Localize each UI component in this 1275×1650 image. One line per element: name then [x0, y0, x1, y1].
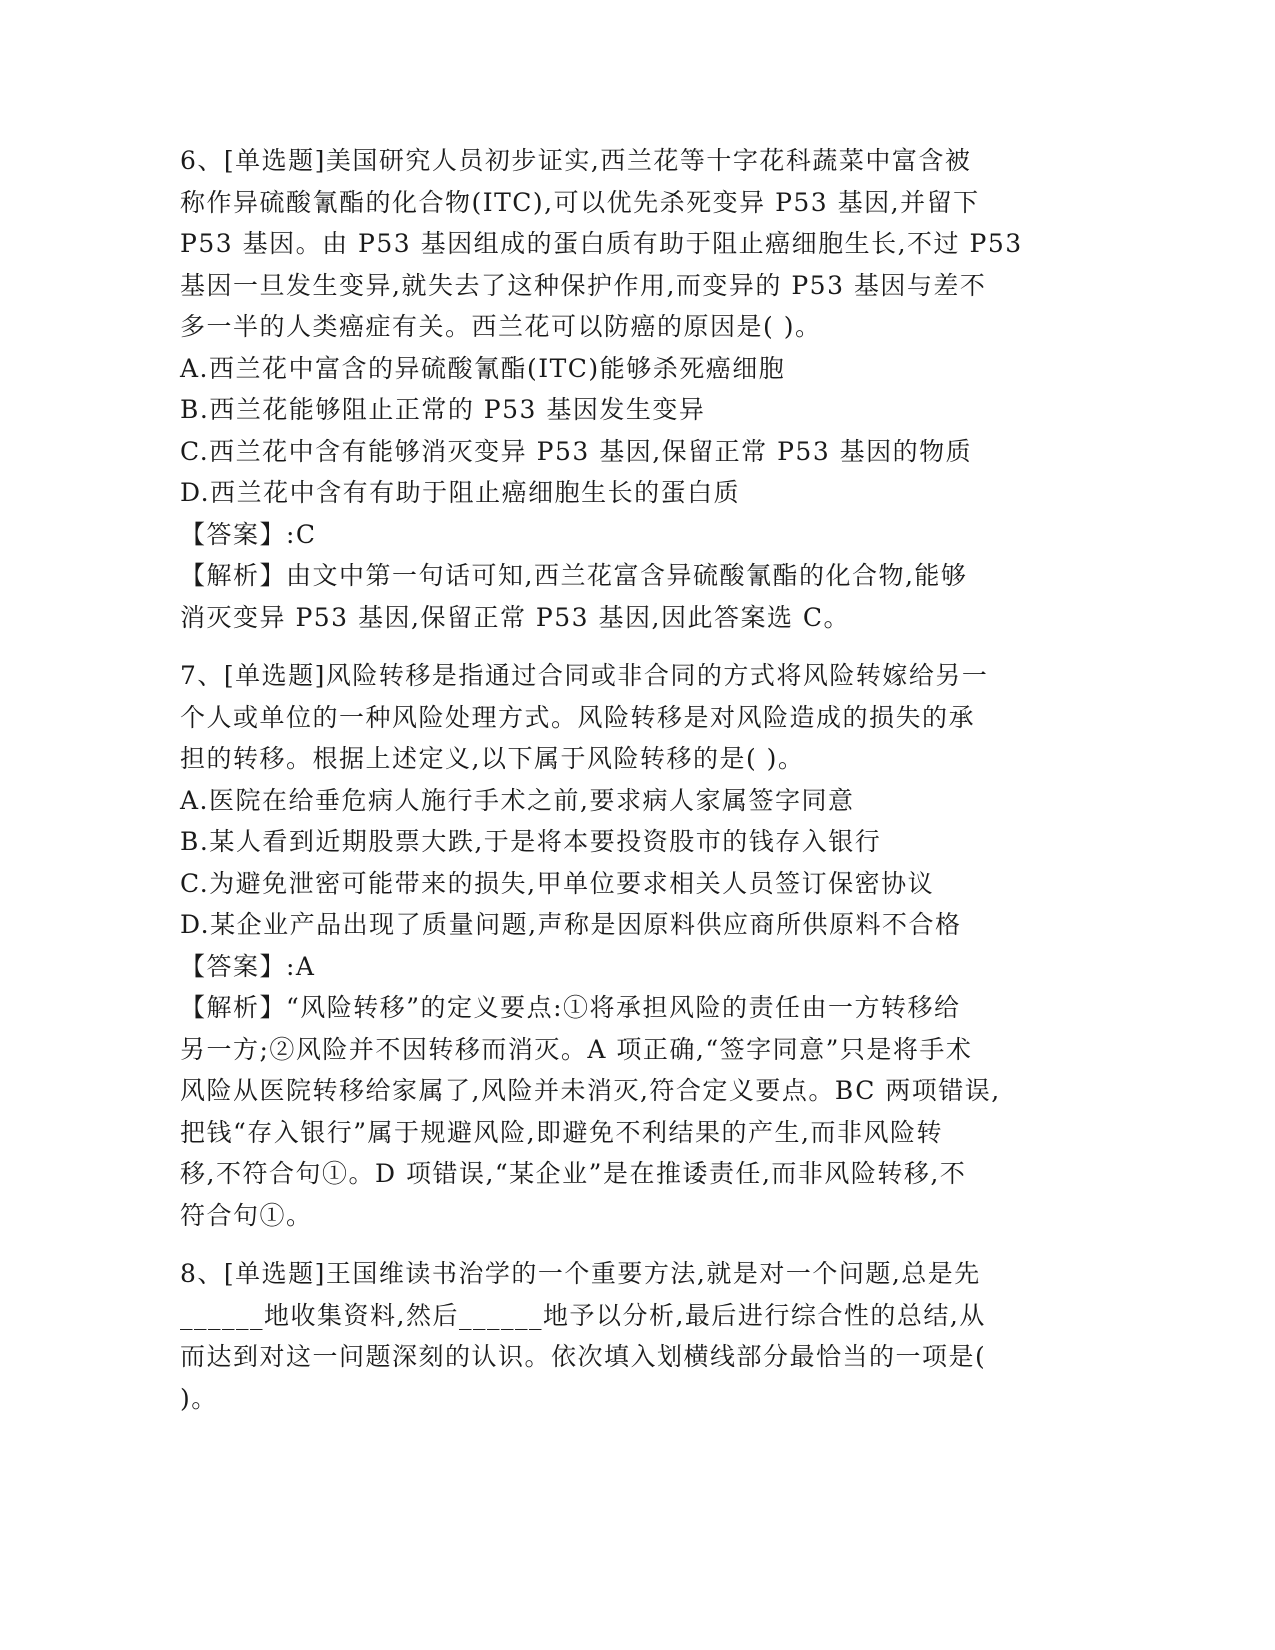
question-6-stem-line-4: 基因一旦发生变异,就失去了这种保护作用,而变异的 P53 基因与差不: [180, 270, 987, 300]
question-7-analysis-line-4: 把钱“存入银行”属于规避风险,即避免不利结果的产生,而非风险转: [180, 1117, 943, 1147]
question-6-stem-line-5: 多一半的人类癌症有关。西兰花可以防癌的原因是( )。: [180, 312, 822, 341]
question-7-analysis-line-3: 风险从医院转移给家属了,风险并未消灭,符合定义要点。BC 两项错误,: [180, 1076, 1001, 1105]
question-6-answer: 【答案】:C: [180, 519, 317, 549]
question-6-option-c: C.西兰花中含有能够消灭变异 P53 基因,保留正常 P53 基因的物质: [180, 436, 973, 466]
question-8-stem-line-3: 而达到对这一问题深刻的认识。依次填入划横线部分最恰当的一项是(: [180, 1342, 987, 1371]
question-6-option-b: B.西兰花能够阻止正常的 P53 基因发生变异: [180, 395, 706, 424]
question-8-stem-line-4: )。: [180, 1383, 218, 1413]
question-7-stem-line-3: 担的转移。根据上述定义,以下属于风险转移的是( )。: [180, 744, 805, 773]
question-6: [180, 140, 1040, 638]
question-6-stem-line-1: 6、[单选题]美国研究人员初步证实,西兰花等十字花科蔬菜中富含被: [180, 146, 972, 175]
question-8-stem-line-2: ______地收集资料,然后______地予以分析,最后进行综合性的总结,从: [180, 1300, 986, 1330]
question-7-option-a: A.医院在给垂危病人施行手术之前,要求病人家属签字同意: [180, 785, 855, 815]
question-7-analysis-line-2: 另一方;②风险并不因转移而消灭。A 项正确,“签字同意”只是将手术: [180, 1034, 973, 1064]
question-6-analysis-line-1: 【解析】由文中第一句话可知,西兰花富含异硫酸氰酯的化合物,能够: [180, 561, 968, 590]
question-6-option-d: D.西兰花中含有有助于阻止癌细胞生长的蛋白质: [180, 478, 741, 507]
question-7-stem-line-1: 7、[单选题]风险转移是指通过合同或非合同的方式将风险转嫁给另一: [180, 661, 989, 690]
question-7-analysis-line-5: 移,不符合句①。D 项错误,“某企业”是在推诿责任,而非风险转移,不: [180, 1159, 967, 1188]
question-7-option-b: B.某人看到近期股票大跌,于是将本要投资股市的钱存入银行: [180, 827, 882, 856]
question-7-stem-line-2: 个人或单位的一种风险处理方式。风险转移是对风险造成的损失的承: [180, 702, 976, 732]
question-8: [180, 1253, 1040, 1419]
question-6-stem-line-2: 称作异硫酸氰酯的化合物(ITC),可以优先杀死变异 P53 基因,并留下: [180, 187, 980, 217]
question-7-option-d: D.某企业产品出现了质量问题,声称是因原料供应商所供原料不合格: [180, 910, 962, 939]
question-6-option-a: A.西兰花中富含的异硫酸氰酯(ITC)能够杀死癌细胞: [180, 353, 786, 383]
question-7-analysis-line-1: 【解析】“风险转移”的定义要点:①将承担风险的责任由一方转移给: [180, 993, 961, 1022]
question-6-stem-line-3: P53 基因。由 P53 基因组成的蛋白质有助于阻止癌细胞生长,不过 P53: [180, 229, 1023, 258]
question-7-answer: 【答案】:A: [180, 951, 316, 981]
document-page: [180, 140, 1040, 1419]
question-6-analysis-line-2: 消灭变异 P53 基因,保留正常 P53 基因,因此答案选 C。: [180, 602, 851, 632]
question-7: [180, 655, 1040, 1236]
question-8-stem-line-1: 8、[单选题]王国维读书治学的一个重要方法,就是对一个问题,总是先: [180, 1259, 981, 1288]
question-7-analysis-line-6: 符合句①。: [180, 1200, 313, 1230]
question-7-option-c: C.为避免泄密可能带来的损失,甲单位要求相关人员签订保密协议: [180, 868, 935, 898]
